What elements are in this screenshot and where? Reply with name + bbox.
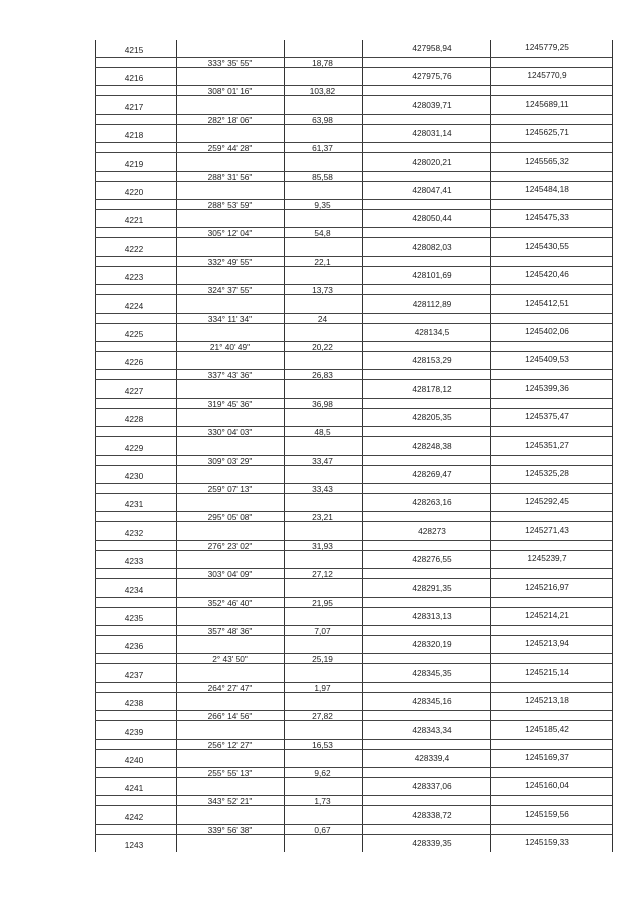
x-coordinate: 428082,03	[412, 241, 452, 252]
y-coordinate: 1245412,51	[525, 297, 569, 308]
row-divider	[95, 284, 612, 285]
direction-angle: 305° 12' 04"	[207, 228, 253, 239]
point-number: 4230	[124, 471, 144, 481]
direction-angle: 259° 07' 13"	[207, 484, 253, 494]
y-coordinate: 1245169,37	[525, 752, 569, 762]
point-number: 4221	[124, 215, 144, 226]
column-border	[95, 40, 96, 852]
x-coordinate: 428343,34	[412, 724, 452, 735]
direction-angle: 21° 40' 49"	[209, 342, 251, 352]
point-number: 4226	[124, 357, 144, 368]
direction-angle: 259° 44' 28"	[207, 143, 253, 154]
x-coordinate: 428020,21	[412, 156, 452, 167]
point-number: 4216	[124, 73, 144, 84]
row-divider	[95, 369, 612, 370]
direction-angle: 308° 01' 16"	[207, 86, 253, 97]
point-number: 4222	[124, 243, 144, 254]
point-number: 4240	[124, 755, 144, 765]
direction-angle: 303° 04' 09"	[207, 569, 253, 580]
y-coordinate: 1245625,71	[525, 127, 569, 138]
direction-angle: 282° 18' 06"	[207, 114, 253, 125]
point-number: 4224	[124, 300, 144, 311]
row-divider	[95, 767, 612, 768]
y-coordinate: 1245475,33	[525, 212, 569, 223]
segment-length: 33,47	[312, 455, 333, 466]
segment-length: 33,43	[312, 484, 333, 494]
column-border	[490, 40, 491, 852]
row-divider	[95, 635, 612, 636]
row-divider	[95, 777, 612, 778]
x-coordinate: 428276,55	[412, 554, 452, 565]
point-number: 4228	[124, 414, 144, 425]
segment-length: 27,12	[312, 569, 333, 580]
direction-angle: 352° 46' 40"	[207, 597, 253, 608]
y-coordinate: 1245292,45	[525, 496, 569, 507]
x-coordinate: 428039,71	[412, 99, 452, 110]
segment-length: 20,22	[312, 342, 333, 352]
segment-length: 1,97	[314, 682, 331, 693]
x-coordinate: 428269,47	[412, 469, 452, 479]
row-divider	[95, 181, 612, 182]
y-coordinate: 1245375,47	[525, 411, 569, 422]
direction-angle: 343° 52' 21"	[207, 796, 253, 807]
direction-angle: 339° 56' 38"	[207, 824, 253, 835]
row-divider	[95, 124, 612, 125]
point-number: 4237	[124, 669, 144, 680]
row-divider	[95, 237, 612, 238]
direction-angle: 2° 43' 50"	[212, 654, 248, 665]
y-coordinate: 1245770,9	[527, 70, 567, 81]
row-divider	[95, 426, 612, 427]
segment-length: 85,58	[312, 171, 333, 182]
segment-length: 13,73	[312, 285, 333, 296]
row-divider	[95, 625, 612, 626]
row-divider	[95, 57, 612, 58]
row-divider	[95, 749, 612, 750]
row-divider	[95, 805, 612, 806]
direction-angle: 266° 14' 56"	[207, 711, 253, 722]
direction-angle: 256° 12' 27"	[207, 739, 253, 750]
row-divider	[95, 710, 612, 711]
row-divider	[95, 521, 612, 522]
point-number: 4227	[124, 385, 144, 396]
point-number: 4218	[124, 130, 144, 141]
segment-length: 63,98	[312, 114, 333, 125]
row-divider	[95, 653, 612, 654]
x-coordinate: 428263,16	[412, 497, 452, 508]
row-divider	[95, 294, 612, 295]
x-coordinate: 428320,19	[412, 639, 452, 650]
row-divider	[95, 455, 612, 456]
row-divider	[95, 568, 612, 569]
segment-length: 21,95	[312, 597, 333, 608]
direction-angle: 330° 04' 03"	[207, 427, 253, 438]
row-divider	[95, 692, 612, 693]
x-coordinate: 428112,89	[412, 298, 452, 309]
segment-length: 23,21	[312, 512, 333, 523]
row-divider	[95, 578, 612, 579]
x-coordinate: 428050,44	[412, 213, 452, 224]
row-divider	[95, 152, 612, 153]
row-divider	[95, 607, 612, 608]
segment-length: 48,5	[314, 427, 331, 438]
column-border	[362, 40, 363, 852]
point-number: 4242	[124, 811, 144, 822]
x-coordinate: 428273	[418, 525, 446, 536]
row-divider	[95, 256, 612, 257]
row-divider	[95, 67, 612, 68]
row-divider	[95, 266, 612, 267]
segment-length: 22,1	[314, 256, 331, 267]
segment-length: 18,78	[312, 58, 333, 68]
point-number: 4236	[124, 641, 144, 652]
y-coordinate: 1245216,97	[525, 581, 569, 592]
segment-length: 7,07	[314, 626, 331, 636]
direction-angle: 337° 43' 36"	[207, 370, 253, 381]
direction-angle: 288° 53' 59"	[207, 200, 253, 210]
y-coordinate: 1245214,21	[525, 610, 569, 620]
x-coordinate: 428047,41	[412, 185, 452, 195]
direction-angle: 332° 49' 55"	[207, 256, 253, 267]
y-coordinate: 1245271,43	[525, 524, 569, 535]
x-coordinate: 428178,12	[412, 383, 452, 394]
point-number: 4215	[124, 45, 144, 55]
point-number: 4233	[124, 556, 144, 567]
row-divider	[95, 341, 612, 342]
row-divider	[95, 682, 612, 683]
row-divider	[95, 511, 612, 512]
row-divider	[95, 824, 612, 825]
x-coordinate: 428134,5	[414, 327, 450, 337]
direction-angle: 333° 35' 55"	[207, 58, 253, 68]
row-divider	[95, 323, 612, 324]
segment-length: 54,8	[314, 228, 331, 239]
point-number: 4235	[124, 613, 144, 623]
row-divider	[95, 398, 612, 399]
row-divider	[95, 483, 612, 484]
row-divider	[95, 199, 612, 200]
y-coordinate: 1245325,28	[525, 468, 569, 478]
y-coordinate: 1245565,32	[525, 155, 569, 166]
y-coordinate: 1245213,94	[525, 638, 569, 649]
x-coordinate: 428345,35	[412, 667, 452, 678]
row-divider	[95, 550, 612, 551]
row-divider	[95, 739, 612, 740]
y-coordinate: 1245399,36	[525, 382, 569, 393]
segment-length: 9,35	[314, 200, 331, 210]
direction-angle: 264° 27' 47"	[207, 682, 253, 693]
segment-length: 0,67	[314, 824, 331, 835]
row-divider	[95, 142, 612, 143]
point-number: 4223	[124, 272, 144, 283]
x-coordinate: 428291,35	[412, 582, 452, 593]
row-divider	[95, 436, 612, 437]
y-coordinate: 1245213,18	[525, 695, 569, 706]
row-divider	[95, 493, 612, 494]
segment-length: 61,37	[312, 143, 333, 154]
direction-angle: 324° 37' 55"	[207, 285, 253, 296]
column-border	[284, 40, 285, 852]
point-number: 4217	[124, 101, 144, 112]
x-coordinate: 428338,72	[412, 809, 452, 820]
y-coordinate: 1245160,04	[525, 780, 569, 791]
y-coordinate: 1245159,56	[525, 808, 569, 819]
point-number: 4225	[124, 329, 144, 339]
y-coordinate: 1245689,11	[525, 98, 569, 109]
x-coordinate: 427975,76	[412, 71, 452, 82]
x-coordinate: 428248,38	[412, 440, 452, 451]
row-divider	[95, 379, 612, 380]
direction-angle: 276° 23' 02"	[207, 540, 253, 551]
x-coordinate: 428345,16	[412, 696, 452, 707]
y-coordinate: 1245420,46	[525, 269, 569, 280]
y-coordinate: 1245185,42	[525, 723, 569, 734]
segment-length: 25,19	[312, 654, 333, 665]
row-divider	[95, 227, 612, 228]
segment-length: 1,73	[314, 796, 331, 807]
row-divider	[95, 597, 612, 598]
segment-length: 9,62	[314, 768, 331, 778]
direction-angle: 255° 55' 13"	[207, 768, 253, 778]
direction-angle: 288° 31' 56"	[207, 171, 253, 182]
row-divider	[95, 408, 612, 409]
y-coordinate: 1245779,25	[525, 42, 569, 52]
y-coordinate: 1245402,06	[525, 326, 569, 336]
column-border	[612, 40, 613, 852]
y-coordinate: 1245215,14	[525, 666, 569, 677]
row-divider	[95, 95, 612, 96]
segment-length: 103,82	[309, 86, 336, 97]
row-divider	[95, 85, 612, 86]
row-divider	[95, 795, 612, 796]
y-coordinate: 1245430,55	[525, 240, 569, 251]
x-coordinate: 428153,29	[412, 355, 452, 366]
segment-length: 16,53	[312, 739, 333, 750]
x-coordinate: 428313,13	[412, 611, 452, 621]
x-coordinate: 427958,94	[412, 43, 452, 53]
x-coordinate: 428337,06	[412, 781, 452, 792]
x-coordinate: 428339,35	[412, 838, 452, 849]
y-coordinate: 1245484,18	[525, 184, 569, 194]
point-number: 4220	[124, 187, 144, 197]
y-coordinate: 1245159,33	[525, 837, 569, 848]
point-number: 4229	[124, 442, 144, 453]
point-number: 4234	[124, 584, 144, 595]
row-divider	[95, 540, 612, 541]
y-coordinate: 1245239,7	[527, 553, 567, 564]
point-number: 4238	[124, 698, 144, 709]
segment-length: 31,93	[312, 540, 333, 551]
row-divider	[95, 720, 612, 721]
point-number: 4232	[124, 527, 144, 538]
row-divider	[95, 663, 612, 664]
row-divider	[95, 834, 612, 835]
y-coordinate: 1245351,27	[525, 439, 569, 450]
point-number: 4219	[124, 158, 144, 169]
row-divider	[95, 313, 612, 314]
x-coordinate: 428205,35	[412, 412, 452, 423]
direction-angle: 309° 03' 29"	[207, 455, 253, 466]
y-coordinate: 1245409,53	[525, 354, 569, 365]
direction-angle: 295° 05' 08"	[207, 512, 253, 523]
point-number: 1243	[124, 840, 144, 851]
x-coordinate: 428101,69	[412, 270, 452, 281]
point-number: 4239	[124, 726, 144, 737]
row-divider	[95, 465, 612, 466]
row-divider	[95, 209, 612, 210]
x-coordinate: 428031,14	[412, 128, 452, 139]
segment-length: 27,82	[312, 711, 333, 722]
row-divider	[95, 114, 612, 115]
segment-length: 36,98	[312, 398, 333, 409]
column-border	[176, 40, 177, 852]
row-divider	[95, 171, 612, 172]
segment-length: 26,83	[312, 370, 333, 381]
direction-angle: 319° 45' 36"	[207, 398, 253, 409]
x-coordinate: 428339,4	[414, 753, 450, 763]
point-number: 4241	[124, 783, 144, 794]
direction-angle: 357° 48' 36"	[207, 626, 253, 636]
row-divider	[95, 351, 612, 352]
direction-angle: 334° 11' 34"	[207, 313, 253, 324]
segment-length: 24	[317, 313, 328, 324]
point-number: 4231	[124, 499, 144, 510]
